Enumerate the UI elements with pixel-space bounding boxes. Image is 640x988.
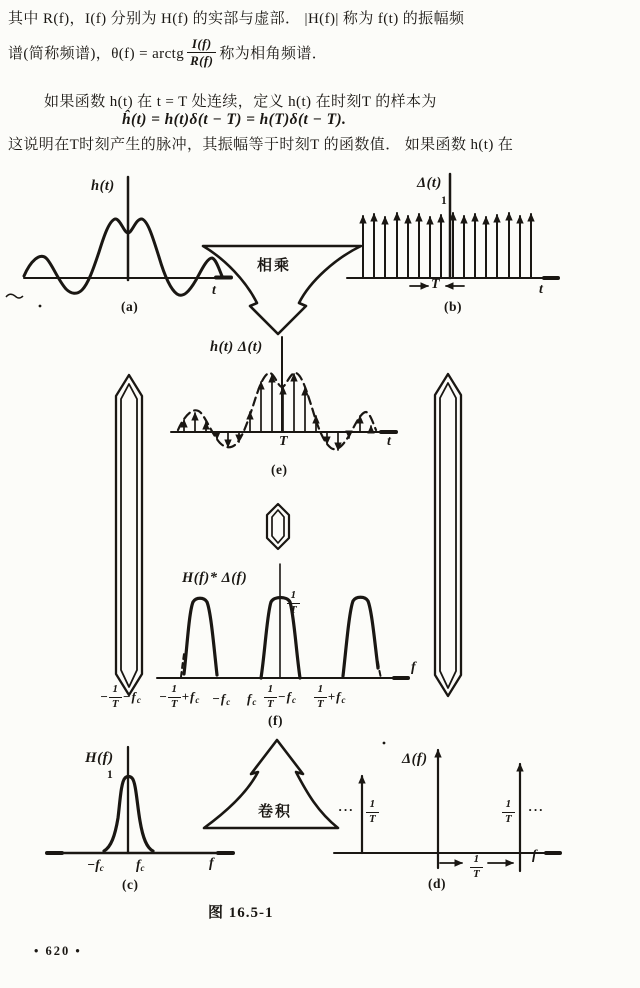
e-sample-time-label: T — [279, 434, 288, 449]
c-axis-tick-positive — [136, 857, 145, 873]
a-xlabel: t — [212, 283, 216, 298]
b-period-label: T — [431, 277, 440, 292]
d-height-fraction-left — [366, 799, 379, 825]
f-ylabel: H(f)* Δ(f) — [182, 570, 248, 586]
multiply-label: 相乘 — [257, 258, 292, 274]
tick-fraction: $\frac{1}{T}$ — [264, 684, 277, 710]
fraction-numerator: 1 — [290, 589, 297, 601]
tick-op: − — [277, 689, 286, 705]
figure-caption: 图 16.5-1 — [208, 905, 274, 921]
f-tag: (f) — [268, 713, 283, 728]
fraction-numerator: I(f) — [191, 36, 212, 51]
spectrum-lobe-right — [343, 597, 378, 676]
tick-subscript: c — [226, 697, 231, 707]
spectrum-lobe-right-skirt — [378, 662, 381, 678]
fraction-denominator: R(f) — [187, 52, 216, 68]
tick-subscript: c — [291, 695, 296, 706]
fraction-denominator: T — [470, 867, 483, 881]
fraction-numerator: 1 — [505, 798, 512, 810]
transform-connector-hexagon — [267, 504, 289, 549]
left-transform-arrow — [116, 375, 142, 695]
subplot-b-graphics — [347, 174, 558, 286]
tick-fraction: $\frac{1}{T}$ — [109, 684, 122, 710]
fraction-denominator: T — [287, 603, 300, 617]
b-xlabel: t — [539, 282, 543, 297]
sample-impulses — [184, 374, 371, 450]
e-xlabel: t — [387, 434, 391, 449]
spectrum-lobe-left — [184, 598, 217, 675]
tick-sign: − — [100, 689, 108, 705]
tick-symbol: f — [136, 857, 141, 872]
tick-subscript: c — [341, 695, 346, 706]
f-axis-tick — [159, 684, 199, 710]
scan-artifact — [6, 294, 385, 744]
b-tag: (b) — [444, 299, 462, 314]
line2-after: 称为相角频谱． — [219, 45, 328, 62]
tick-symbol: f — [220, 691, 226, 706]
tick-subscript: c — [99, 863, 104, 873]
tick-subscript: c — [195, 695, 200, 706]
paragraph-line-1: 其中 R(f)，I(f) 分别为 H(f) 的实部与虚部． |H(f)| 称为 f(t) 的振幅频 — [8, 11, 465, 27]
impulse-train — [363, 213, 531, 278]
f-axis-tick — [212, 691, 230, 707]
d-spacing-fraction — [470, 854, 483, 880]
d-height-fraction-right — [502, 799, 515, 825]
tick-symbol: f — [95, 857, 100, 872]
d-ylabel: Δ(f) — [402, 751, 428, 767]
sample-formula: ĥ(t) = h(t)δ(t − T) = h(T)δ(t − T). — [122, 111, 347, 128]
convolve-label: 卷积 — [258, 804, 293, 820]
d-dots-left: ··· — [338, 802, 355, 817]
c-ylabel: H(f) — [85, 750, 114, 766]
tick-fraction: $\frac{1}{T}$ — [168, 684, 181, 710]
tick-subscript: c — [252, 697, 257, 707]
tick-subscript: c — [140, 863, 145, 873]
d-tag: (d) — [428, 876, 446, 891]
e-ylabel: h(t) Δ(t) — [210, 339, 263, 355]
e-tag: (e) — [271, 462, 288, 477]
f-axis-tick — [100, 684, 141, 710]
paragraph-line-5: 这说明在T时刻产生的脉冲，其振幅等于时刻T 的函数值． 如果函数 h(t) 在 — [8, 137, 514, 153]
tick-op: − — [87, 857, 96, 872]
c-xlabel: f — [209, 856, 214, 871]
tick-symbol: f — [247, 691, 252, 706]
tick-subscript: c — [136, 695, 141, 706]
fraction-denominator: T — [366, 812, 379, 826]
f-axis-tick — [314, 684, 346, 710]
fraction-numerator: 1 — [369, 798, 376, 810]
tick-op: + — [327, 689, 336, 705]
d-dots-right: ··· — [528, 802, 545, 817]
subplot-a-graphics — [24, 177, 231, 295]
c-amplitude-label: 1 — [107, 769, 113, 781]
paragraph-line-3: 如果函数 h(t) 在 t = T 处连续，定义 h(t) 在时刻T 的样本为 — [44, 94, 437, 110]
tick-sign: − — [159, 689, 167, 705]
a-ylabel: h(t) — [91, 178, 115, 194]
h-of-t-curve — [24, 219, 222, 295]
tick-symbol: f — [286, 689, 291, 705]
envelope-dashed — [178, 373, 376, 449]
c-tag: (c) — [122, 877, 139, 892]
f-peak-height-fraction — [287, 590, 300, 616]
tick-op: − — [212, 691, 220, 706]
page-number: • 620 • — [34, 944, 82, 958]
right-transform-arrow — [435, 374, 461, 696]
c-axis-tick-negative — [87, 857, 104, 873]
tick-op: − — [122, 689, 131, 705]
tick-symbol: f — [336, 689, 341, 705]
f-axis-tick — [247, 691, 256, 707]
f-xlabel: f — [411, 660, 416, 675]
tick-symbol: f — [190, 689, 195, 705]
line2-before: 谱(简称频谱)，θ(f) = arctg — [8, 45, 185, 62]
subplot-c-graphics — [47, 747, 233, 853]
b-amplitude-label: 1 — [441, 195, 447, 207]
tick-fraction: $\frac{1}{T}$ — [314, 684, 327, 710]
b-ylabel: Δ(t) — [417, 175, 442, 191]
tick-symbol: f — [131, 689, 136, 705]
f-axis-tick — [264, 684, 296, 710]
fraction-numerator: 1 — [473, 853, 480, 865]
fraction-denominator: T — [502, 812, 515, 826]
tick-op: + — [181, 689, 190, 705]
d-xlabel: f — [532, 848, 537, 863]
a-tag: (a) — [121, 299, 139, 314]
